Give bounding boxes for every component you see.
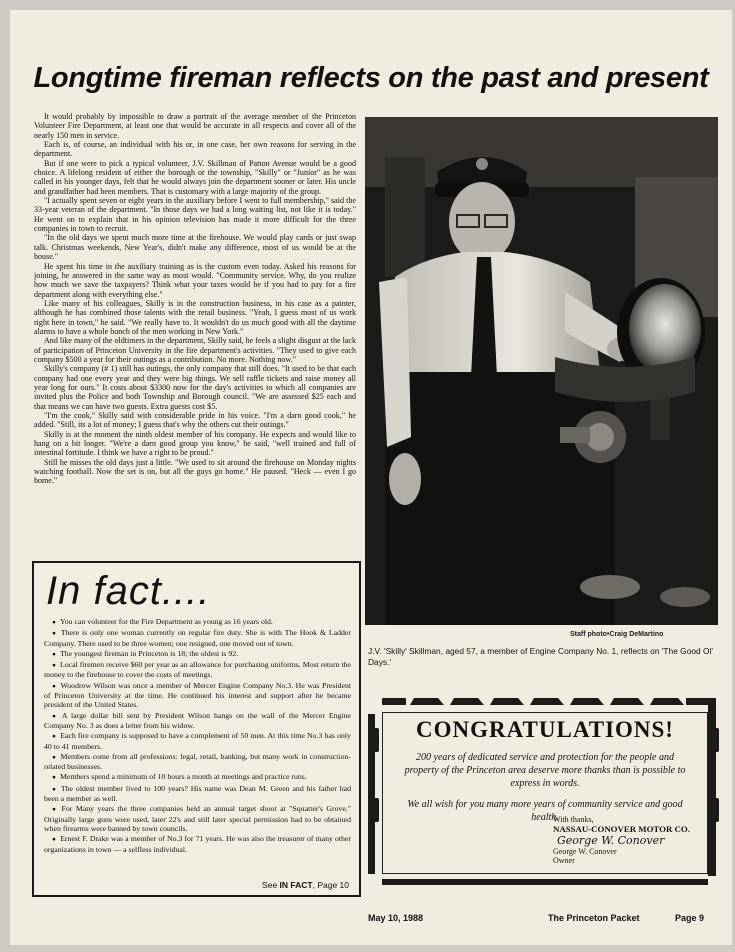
article-paragraph: "I actually spent seven or eight years in the auxiliary before I went to full membership," said the 33-year veteran of the department. "In those days we had a long waiting list, not like it is today." He went on to explain that in his opinion television has made it more difficult for the three companies in town to recruit. xyxy=(34,196,356,234)
ad-body-1: 200 years of dedicated service and protection for the people and property of the Princeton area deserve more thanks than is possible to express in words. xyxy=(404,752,686,789)
photo-credit: Staff photo•Craig DeMartino xyxy=(570,631,664,638)
article-paragraph: But if one were to pick a typical volunteer, J.V. Skillman of Patton Avenue would be a good choice. A lifelong resident of either the borough or the township, "Skilly" or "Junior" as he was called in his younger days, felt that he would always join the department sooner or later. His uncle and grandfather had been members. That is customary with a large majority of the group. xyxy=(34,158,356,196)
article-paragraph: Still he misses the old days just a little. "We used to sit around the firehouse on Monday nights watching football. Now the set is on, but all the guys go home." He paused. "Heck — even I go home." xyxy=(34,457,356,486)
footer-paper-name: The Princeton Packet xyxy=(548,913,640,923)
in-fact-item: ● Ernest F. Drake was a member of No.3 for 71 years. He was also the treasurer of many other organizations in town — a selfless individual. xyxy=(44,834,351,854)
footer-page-number: Page 9 xyxy=(675,913,705,923)
ad-company: NASSAU-CONOVER MOTOR CO. xyxy=(553,823,690,834)
article-body xyxy=(34,112,356,552)
in-fact-item: ● Woodrow Wilson was once a member of Mercer Engine Company No.3. He was President of Princeton University at the time. He continued his interest and support after he became president of the United States. xyxy=(44,681,351,710)
article-paragraph: "In the old days we spent much more time at the firehouse. We would play cards or just swap talk. Christmas weekends, New Year's, didn't make any difference, most of us would be at the house." xyxy=(34,233,356,262)
ad-signer-name: George W. Conover xyxy=(553,846,617,856)
see-prefix: See xyxy=(262,880,280,890)
in-fact-item: ● The youngest fireman in Princeton is 18; the oldest is 92. xyxy=(44,649,351,659)
congratulations-ad xyxy=(368,688,722,894)
article-paragraph: Each is, of course, an individual with his or, in one case, her own reasons for serving in the department. xyxy=(34,140,356,159)
article-paragraph: Like many of his colleagues, Skilly is in the construction business, in his case as a painter, although he has combined those talents with the retail business. "Yeah, I guess most of us work right here in town," he said. "We really have to. It wouldn't do us much good with all the daytime alarms to have a whole bunch of the men working in New York." xyxy=(34,298,356,336)
see-in-fact-label: IN FACT xyxy=(279,880,313,890)
in-fact-item: ● For Many years the three companies held an annual target shoot at "Squatter's Grove." Originally large guns were used, later 22's and still later special permission had to be obtained when firearms were banned by town councils. xyxy=(44,804,351,833)
in-fact-item: ● A large dollar bill sent by President Wilson hangs on the wall of the Mercer Engine Company No. 3 as does a letter from his widow. xyxy=(44,711,351,731)
in-fact-item: ● There is only one woman currently on regular fire duty. She is with The Hook & Ladder Company. There used to be three women; one resigned, one moved out of town. xyxy=(44,628,351,648)
see-in-fact-reference xyxy=(262,880,349,890)
fireman-photo xyxy=(365,117,718,625)
headline: Longtime fireman reflects on the past and present xyxy=(33,62,709,94)
in-fact-item: ● Members come from all professions: legal, retail, banking, but many work in construction-related businesses. xyxy=(44,752,351,772)
handwritten-signature: George W. Conover xyxy=(557,834,665,847)
article-paragraph: It would probably by impossible to draw a portrait of the average member of the Princeton Volunteer Fire Department, at least one that would be accurate in all respects and cover all of the nearly 150 men in service. xyxy=(34,112,356,140)
ad-body-2: We all wish for you many more years of community service and good health. xyxy=(407,799,683,823)
in-fact-item: ● The oldest member lived to 100 years? His name was Dean M. Green and his father had been a member as well. xyxy=(44,784,351,804)
see-suffix: , Page 10 xyxy=(312,880,349,890)
photo-caption: J.V. 'Skilly' Skillman, aged 57, a member of Engine Company No. 1, reflects on 'The Good Ol' Days.' xyxy=(368,646,713,667)
article-paragraph: And like many of the oldtimers in the department, Skilly said, he feels a slight disgust at the lack of participation of Princeton University in the fire department's activities. "They used to give each company $500 a year for their outings as a contribution. No more. Nothing now." xyxy=(34,336,356,364)
footer-date: May 10, 1988 xyxy=(368,913,424,923)
in-fact-item: ● Local firemen receive $60 per year as an allowance for purchasing uniforms. Most return the money to the firehouse to cover the costs of meetings. xyxy=(44,660,351,680)
article-paragraph: "I'm the cook," Skilly said with considerable pride in his voice. "I'm a darn good cook," he added. "Still, its a lot of money; I guess that's why the others cut their outings." xyxy=(34,411,356,430)
article-paragraph: Skilly is at the moment the ninth oldest member of his company. He expects and would like to hang on a bit longer. "We're a darn good group you know," he said, "well trained and full of intestinal fortitude. I think we have a right to be proud." xyxy=(34,429,356,458)
in-fact-list xyxy=(44,617,351,855)
ad-frame xyxy=(382,712,708,874)
in-fact-box xyxy=(32,561,361,897)
in-fact-item: ● You can volunteer for the Fire Department as young as 16 years old. xyxy=(44,617,351,627)
ad-signature-block xyxy=(553,815,690,866)
ad-title: CONGRATULATIONS! xyxy=(416,717,674,742)
ad-signer-title: Owner xyxy=(553,856,575,865)
newspaper-page xyxy=(10,10,732,945)
ad-with-thanks: With thanks, xyxy=(553,815,594,824)
photo xyxy=(365,117,718,625)
article-paragraph: Skilly's company (# 1) still has outings, the only company that still does. "It used to be that each company had one every year and they were big things. We sell raffle tickets and raise money all year long for ours." It costs about $3300 now for the day's activities to which all companies are invited plus the Police and both Township and Borough council. "We are assessed $25 each and that means we can have two guests. Extra guests cost $5. xyxy=(34,364,356,411)
in-fact-item: ● Each fire company is supposed to have a complement of 50 men. At this time No.3 has only 40 to 41 members. xyxy=(44,731,351,751)
in-fact-item: ● Members spend a minimum of 10 hours a month at meetings and practice runs. xyxy=(44,772,351,782)
in-fact-title: In fact.... xyxy=(46,569,211,613)
article-paragraph: He spent his time in the auxiliary training as is the custom even today. Asked his reasons for joining, he answered in the same way as most would. "Community service. Why, do you realize how much we save the taxpayers? Think what your taxes would be if you had to pay for a fire department along with everything else." xyxy=(34,261,356,299)
